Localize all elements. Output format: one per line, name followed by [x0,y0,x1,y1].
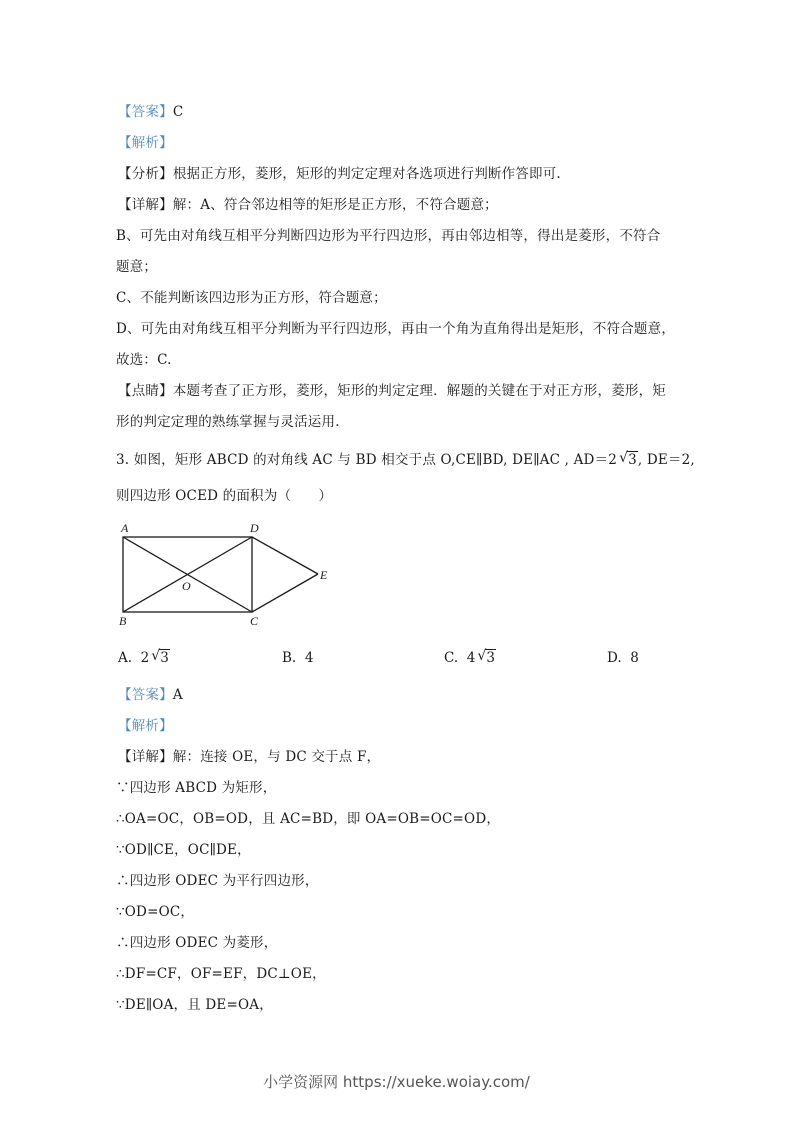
watermark-footer: 小学资源网 https://xueke.woiay.com/ [263,1073,530,1091]
option-value: 8 [630,650,639,666]
option-label: A. [118,650,133,666]
label-e: E [320,568,328,582]
q3-detail-line: ∴四边形 ODEC 为菱形， [116,935,278,951]
label-c: C [250,614,259,628]
sqrt-expression [619,451,638,469]
radicand: 3 [160,650,169,666]
q3-detail-line: ∴OA=OC，OB=OD，且 AC=BD，即 OA=OB=OC=OD， [116,811,501,827]
answer-value: A [172,687,183,703]
answer-tag: 【答案】 [118,104,173,120]
label-o: O [182,579,191,593]
q2-detail-line: 故选：C. [116,352,172,368]
q2-comment-line: 形的判定定理的熟练掌握与灵活运用. [116,414,340,430]
detail-text: 解：A、符合邻边相等的矩形是正方形，不符合题意； [172,197,498,213]
analysis-tag: 【解析】 [118,718,173,734]
segment-ce [252,574,318,612]
sqrt-icon: √ [477,648,487,664]
q3-stem-line2: 则四边形 OCED 的面积为（ ） [116,488,333,504]
option-c [444,650,496,666]
segment-de [252,537,318,574]
q3-detail-line: ∵OD∥CE，OC∥DE， [116,842,251,858]
sqrt-expression [151,650,170,666]
option-value: 4 [466,650,476,666]
q3-detail-line: ∵四边形 ABCD 为矩形， [116,780,277,796]
q2-detail-line [118,196,498,214]
label-d: D [250,521,259,535]
option-value: 2 [140,650,150,666]
option-value: 4 [304,650,314,666]
label-b: B [119,614,127,628]
q3-stem-line1 [116,451,695,469]
q3-detail-line: ∴四边形 ODEC 为平行四边形， [116,873,319,889]
q2-comment [118,382,666,400]
option-label: B. [282,650,297,666]
sqrt-expression [477,650,496,666]
q2-fenxi [118,165,561,183]
fenxi-tag: 【分析】 [118,166,173,182]
option-label: C. [444,650,459,666]
q3-analysis-heading [118,717,173,735]
q2-detail-line: B、可先由对角线互相平分判断四边形为平行四边形，再由邻边相等，得出是菱形，不符合 [116,228,661,244]
radicand: 3 [486,650,495,666]
q2-analysis-heading [118,134,173,152]
q3-detail-line: ∵OD=OC， [116,904,195,920]
q2-detail-line: D、可先由对角线互相平分判断为平行四边形，再由一个角为直角得出是矩形，不符合题意， [116,321,676,337]
q3-detail-line: ∵DE∥OA，且 DE=OA， [116,997,273,1013]
option-label: D. [607,650,622,666]
q3-answer [118,686,183,704]
option-d [607,650,639,666]
comment-text: 本题考查了正方形，菱形，矩形的判定定理．解题的关键在于对正方形，菱形，矩 [172,383,667,399]
detail-text: 解：连接 OE，与 DC 交于点 F， [172,749,381,765]
option-b [282,650,313,666]
analysis-tag: 【解析】 [118,135,173,151]
fenxi-text: 根据正方形，菱形，矩形的判定定理对各选项进行判断作答即可. [172,166,561,182]
detail-tag: 【详解】 [118,197,173,213]
answer-value: C [172,104,184,120]
sqrt-icon: √ [619,450,629,466]
geometry-figure [110,515,350,635]
stem-text: , DE＝2, [637,452,695,468]
option-a [118,650,170,666]
q3-detail-line: ∴DF=CF，OF=EF，DC⊥OE， [116,966,326,982]
sqrt-icon: √ [151,648,161,664]
q3-detail-line [118,748,380,766]
label-a: A [121,521,129,535]
comment-tag: 【点睛】 [118,383,173,399]
q2-detail-line: 题意； [116,259,158,275]
detail-tag: 【详解】 [118,749,173,765]
stem-text: 3. 如图，矩形 ABCD 的对角线 AC 与 BD 相交于点 O,CE∥BD, DE∥AC , AD＝2 [116,452,618,468]
q2-detail-line: C、不能判断该四边形为正方形，符合题意； [116,290,387,306]
q2-answer [118,103,183,121]
radicand: 3 [628,452,637,468]
answer-tag: 【答案】 [118,687,173,703]
